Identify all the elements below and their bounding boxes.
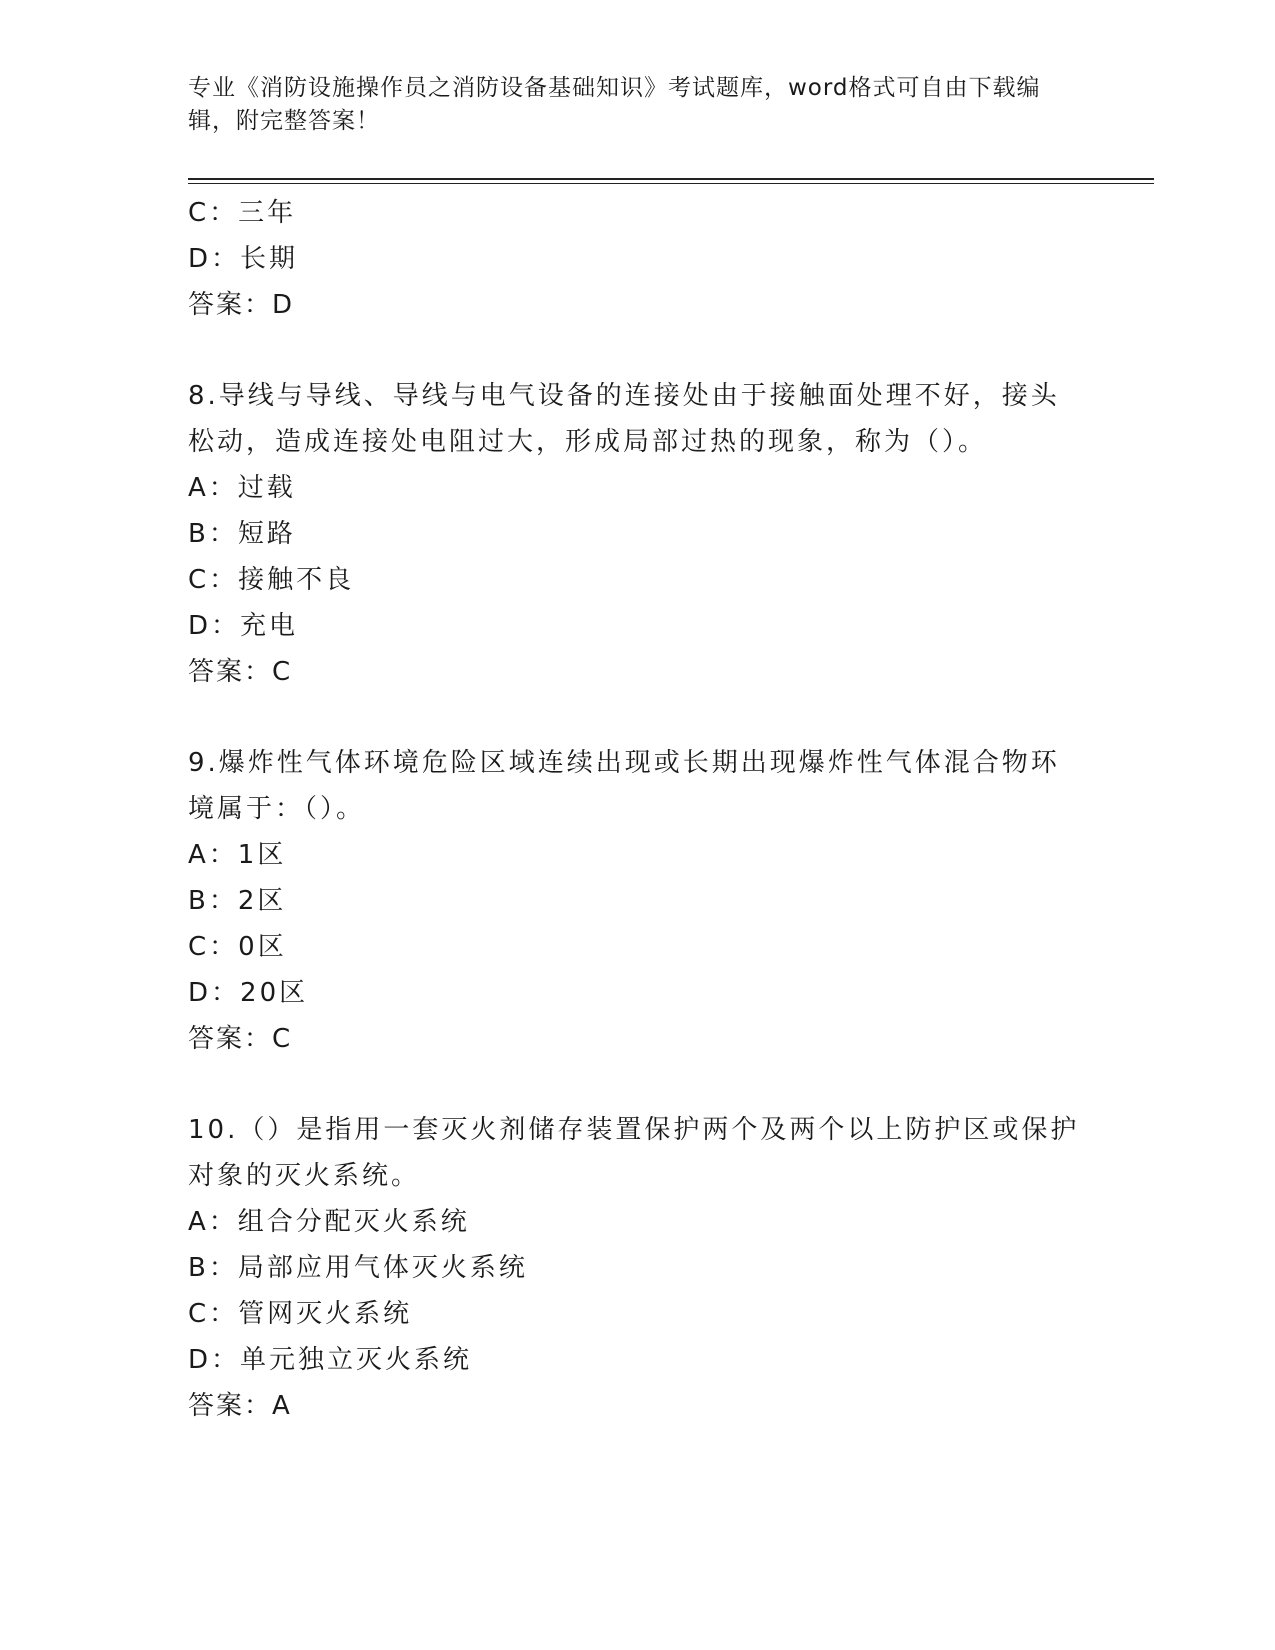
option-d: D：充电 [188,611,299,641]
header-divider-thin [188,183,1154,184]
question-9 [188,740,1088,1062]
option-c: C：三年 [188,198,297,228]
question-text-line-2: 松动，造成连接处电阻过大，形成局部过热的现象，称为（）。 [188,427,988,457]
option-d: D：长期 [188,244,299,274]
header-line-1: 专业《消防设施操作员之消防设备基础知识》考试题库，word格式可自由下载编 [188,75,1041,101]
option-a: A：过载 [188,473,296,503]
question-text-line-1: 10.（）是指用一套灭火剂储存装置保护两个及两个以上防护区或保护 [188,1115,1080,1145]
option-c: C：0区 [188,932,287,962]
option-c: C：接触不良 [188,565,355,595]
question-text-line-2: 对象的灭火系统。 [188,1161,421,1191]
option-b: B：2区 [188,886,287,916]
option-b: B：短路 [188,519,296,549]
question-7 [188,190,1088,328]
answer: 答案：D [188,290,295,320]
answer: 答案：C [188,1024,293,1054]
option-a: A：组合分配灭火系统 [188,1207,470,1237]
spacer [188,328,1088,373]
option-c: C：管网灭火系统 [188,1299,413,1329]
option-d: D：20区 [188,978,309,1008]
question-list [188,190,1088,1429]
option-b: B：局部应用气体灭火系统 [188,1253,528,1283]
spacer [188,1062,1088,1107]
option-d: D：单元独立灭火系统 [188,1345,473,1375]
question-text-line-1: 8.导线与导线、导线与电气设备的连接处由于接触面处理不好，接头 [188,381,1060,411]
spacer [188,695,1088,740]
question-10 [188,1107,1088,1429]
answer: 答案：A [188,1391,292,1421]
question-text-line-1: 9.爆炸性气体环境危险区域连续出现或长期出现爆炸性气体混合物环 [188,748,1060,778]
question-text-line-2: 境属于：（）。 [188,794,366,824]
answer: 答案：C [188,657,293,687]
option-a: A：1区 [188,840,287,870]
header-line-2: 辑，附完整答案！ [188,108,380,134]
document-header [188,72,1068,138]
question-8 [188,373,1088,695]
header-divider-thick [188,178,1154,180]
